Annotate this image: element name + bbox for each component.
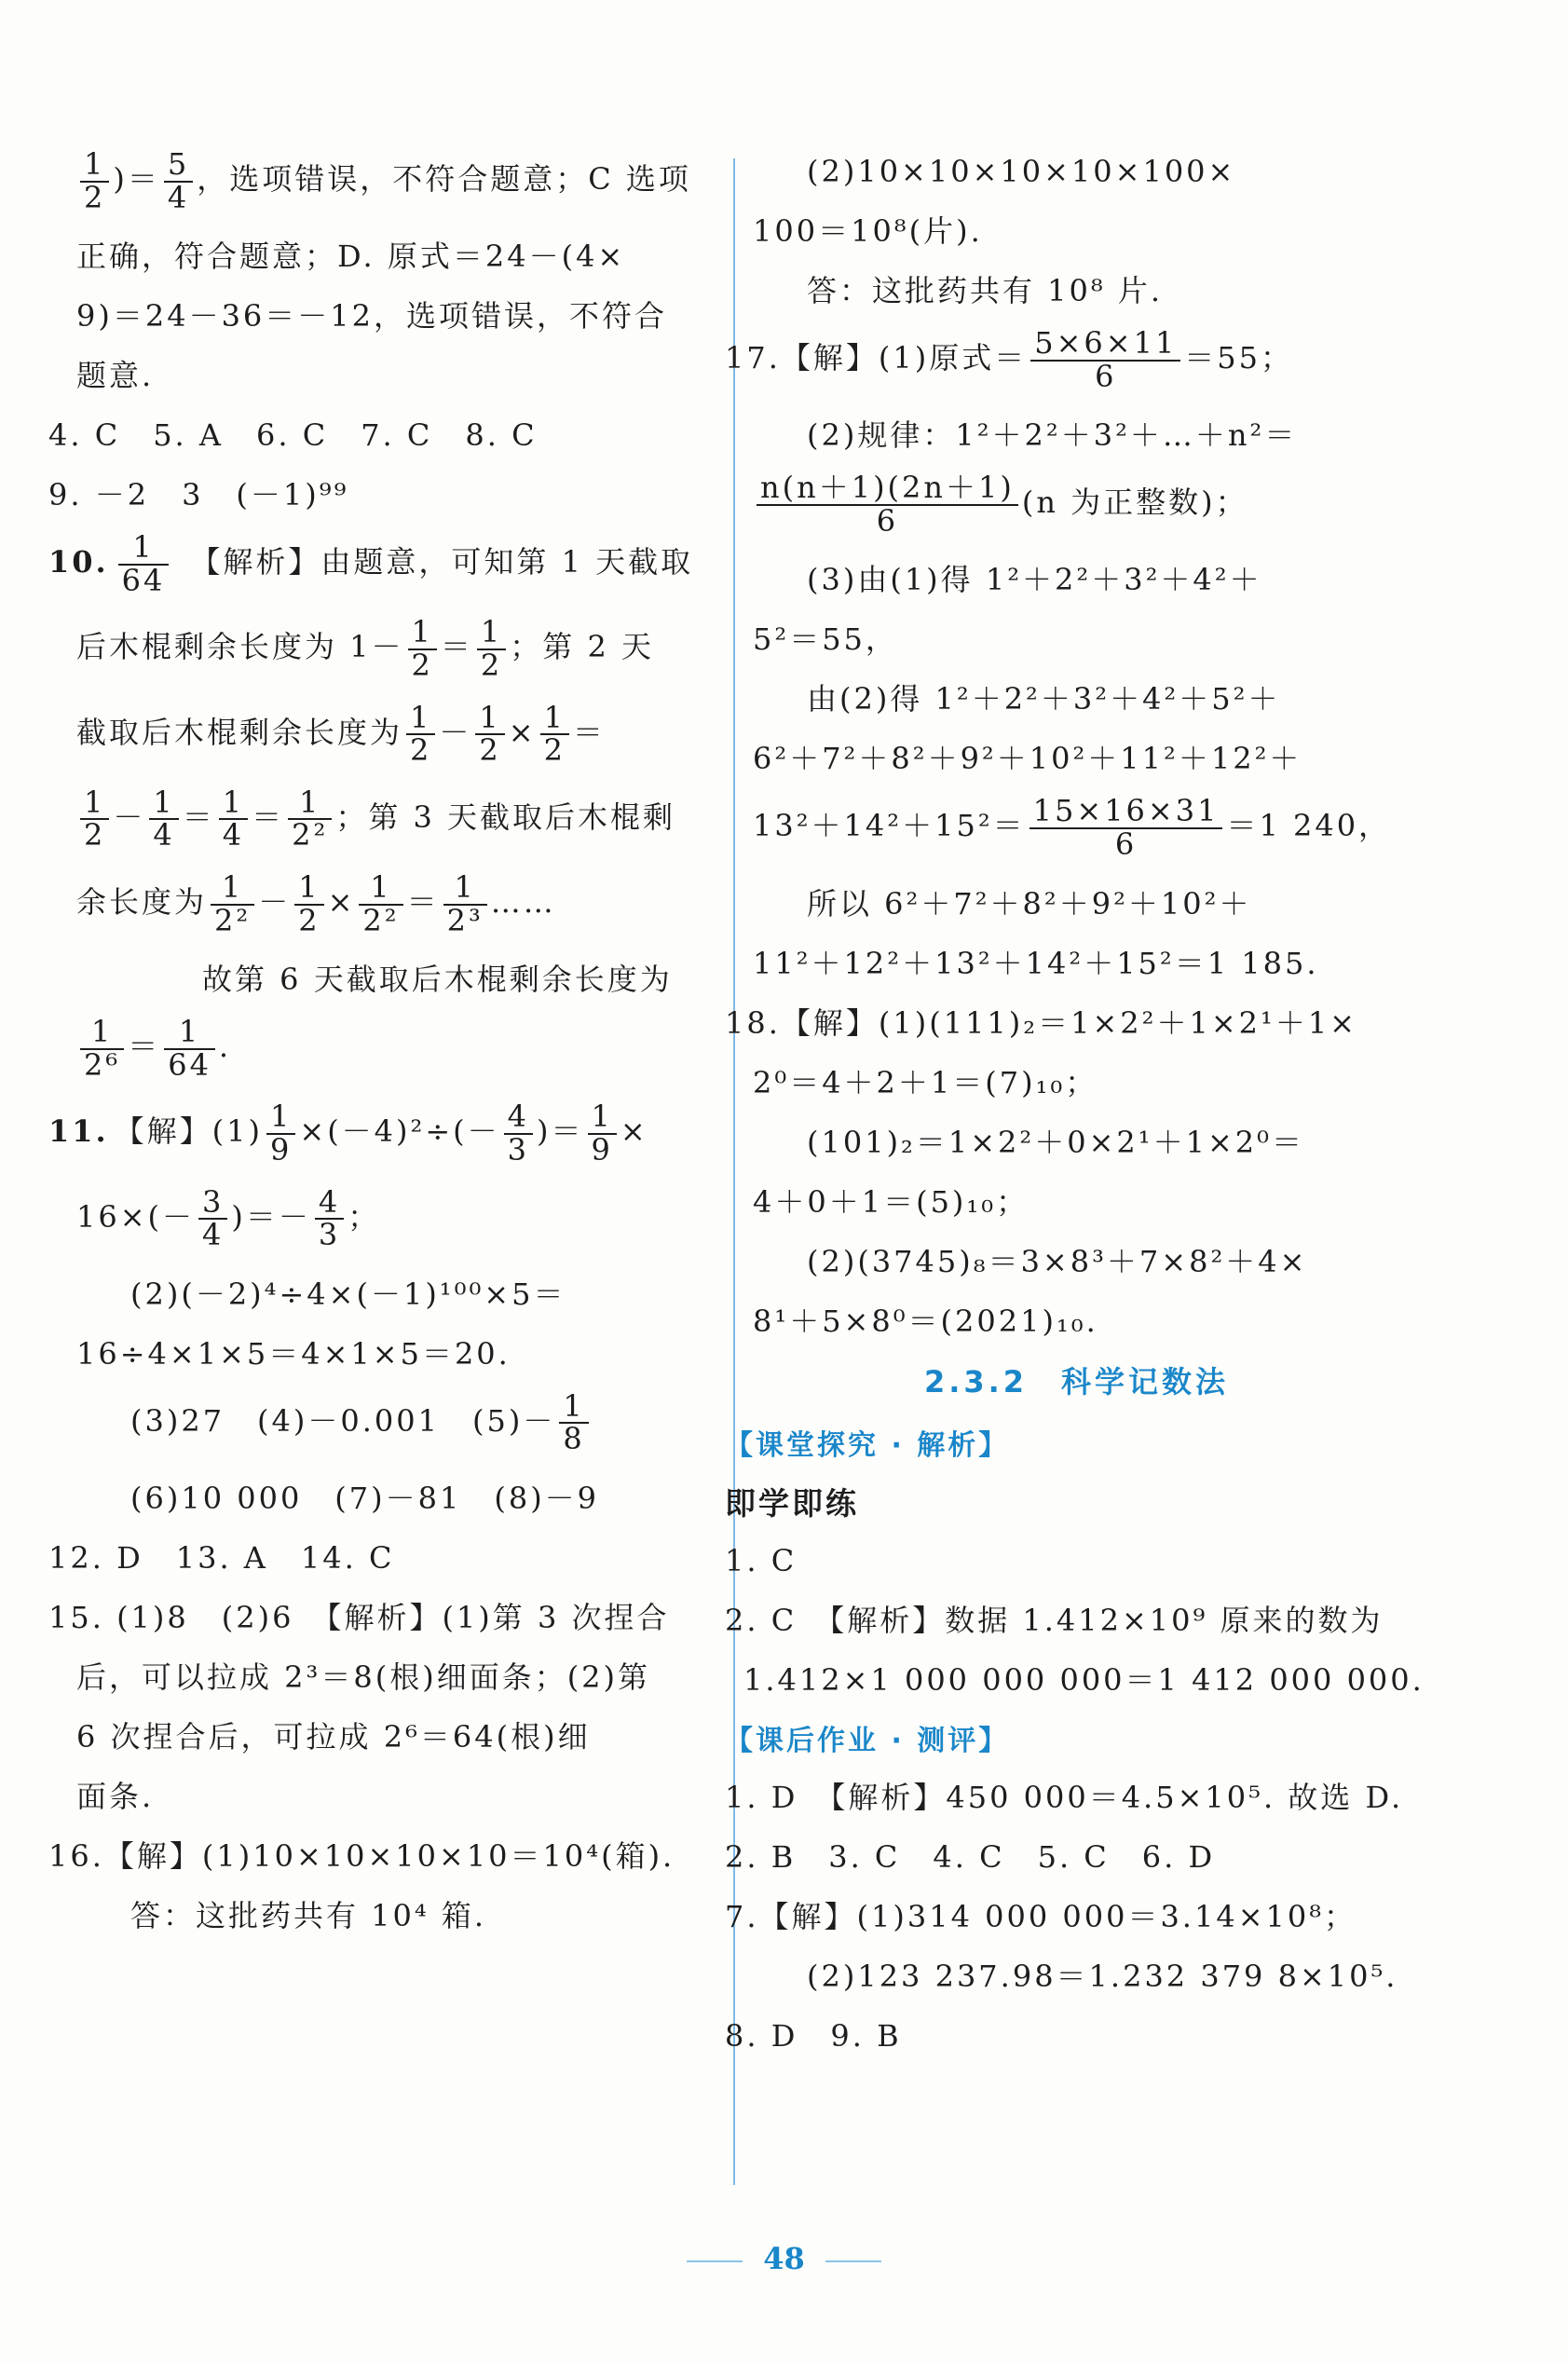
answer-line: 4. C 5. A 6. C 7. C 8. C (48, 417, 538, 454)
answer-line: 1. C (725, 1542, 798, 1578)
column-divider (733, 158, 735, 2185)
text-line: 2⁰＝4＋2＋1＝(7)₁₀； (753, 1064, 1098, 1100)
text-line: 5²＝55， (753, 621, 898, 658)
answer-line: 1. D 【解析】450 000＝4.5×10⁵. 故选 D. (725, 1779, 1404, 1815)
text-line: 6²＋7²＋8²＋9²＋10²＋11²＋12²＋ (753, 741, 1302, 777)
text-line: (2)(－2)⁴÷4×(－1)¹⁰⁰×5＝ (130, 1276, 566, 1312)
text-line: 面条. (76, 1778, 155, 1814)
text-line: 13²＋14²＋15²＝ $\frac{15\times 16\times 31}{6}$ ＝1 240， (753, 793, 1392, 862)
text-line: 6 次捏合后，可拉成 2⁶＝64(根)细 (76, 1718, 591, 1754)
answer-line: 8. D 9. B (725, 2017, 902, 2054)
section-tag: 【课堂探究 · 解析】 (725, 1428, 1010, 1462)
subheading: 即学即练 (725, 1484, 859, 1522)
text-line: 题意. (76, 358, 155, 394)
page-footer (0, 2241, 1568, 2276)
text-line: 后，可以拉成 2³＝8(根)细面条；(2)第 (76, 1659, 651, 1695)
answer-line: 2. B 3. C 4. C 5. C 6. D (725, 1838, 1216, 1875)
text-line: 截取后木棍剩余长度为 $\frac{1}{2}$ － $\frac{1}{2}$ × $\frac{1}{2}$ ＝ (76, 699, 606, 769)
text-line: $\frac{n(n+1)(2n+1)}{6}$ (n 为正整数)； (753, 472, 1400, 537)
text-line: 答：这批药共有 10⁴ 箱. (130, 1897, 487, 1933)
question-15: 15. (1)8 (2)6 【解析】(1)第 3 次捏合 (48, 1599, 670, 1635)
text-line: (3)27 (4)－0.001 (5)－ $\frac{1}{8}$ (76, 1391, 719, 1455)
text-line: 后木棍剩余长度为 1－ $\frac{1}{2}$ ＝ $\frac{1}{2}$ ；第 2 天 (76, 614, 654, 683)
text-line: 由(2)得 1²＋2²＋3²＋4²＋5²＋ (807, 681, 1281, 717)
text-line: 4＋0＋1＝(5)₁₀； (753, 1183, 1029, 1220)
text-line: 16×(－ $\frac{3}{4}$ )＝－ $\frac{4}{3}$ ； (76, 1183, 381, 1253)
text-line: $\frac{1}{2}$ － $\frac{1}{4}$ ＝ $\frac{1}{4}$ ＝ $\frac{1}{\text{2²}}$ ；第 3 天截取后木棍剩 (76, 787, 719, 852)
text-line: 答：这批药共有 10⁸ 片. (807, 273, 1164, 308)
section-title: 2.3.2 科学记数法 (923, 1363, 1230, 1399)
text-line: (2)(3745)₈＝3×8³＋7×8²＋4× (807, 1243, 1308, 1279)
section-tag: 【课后作业 · 测评】 (725, 1724, 1010, 1757)
text-line: 100＝10⁸(片). (753, 213, 983, 249)
question-16: 16.【解】(1)10×10×10×10＝10⁴(箱). (48, 1837, 675, 1874)
text-line: 1.412×1 000 000 000＝1 412 000 000. (743, 1661, 1425, 1698)
fraction: $\frac{1}{2}$ (80, 149, 109, 213)
text-line: 11²＋12²＋13²＋14²＋15²＝1 185. (753, 945, 1319, 981)
answer-line: 7.【解】(1)314 000 000＝3.14×10⁸； (725, 1898, 1357, 1934)
text-line: 16÷4×1×5＝4×1×5＝20. (76, 1335, 511, 1372)
text-line: $\frac{1}{2}$ )＝ $\frac{5}{4}$ ，选项错误，不符合题意；C 选项 (76, 149, 719, 213)
left-column (48, 146, 719, 1953)
text-line: 故第 6 天截取后木棍剩余长度为 (202, 962, 673, 998)
question-18: 18.【解】(1)(111)₂＝1×2²＋1×2¹＋1× (725, 1004, 1357, 1041)
text-line: 正确，符合题意；D. 原式＝24－(4× (76, 239, 626, 275)
question-11: 11. 【解】(1) $\frac{1}{9}$ ×(－4)²÷(－ $\frac{4}{3}$ )＝ $\frac{1}{9}$ × (48, 1099, 648, 1167)
text-line: (3)由(1)得 1²＋2²＋3²＋4²＋ (807, 562, 1262, 598)
question-10: 10. $\frac{1}{64}$ 【解析】由题意，可知第 1 天截取 (48, 529, 694, 598)
text-line: (101)₂＝1×2²＋0×2¹＋1×2⁰＝ (807, 1124, 1304, 1160)
text-line: (2)10×10×10×10×100× (807, 154, 1236, 189)
text-line: (2)123 237.98＝1.232 379 8×10⁵. (807, 1958, 1398, 1994)
text-line: (6)10 000 (7)－81 (8)－9 (130, 1480, 600, 1516)
text-line: (2)规律：1²＋2²＋3²＋…＋n²＝ (807, 417, 1298, 454)
page-number: 48 (763, 2241, 805, 2276)
fraction: $\frac{5}{4}$ (164, 149, 193, 213)
answer-line: 9. －2 3 (－1)⁹⁹ (48, 477, 349, 513)
text-line: 8¹＋5×8⁰＝(2021)₁₀. (753, 1303, 1098, 1339)
text-line: 9)＝24－36＝－12，选项错误，不符合 (76, 298, 668, 335)
text-line: 余长度为 $\frac{1}{\text{2²}}$ － $\frac{1}{2}$ × $\frac{1}{\text{2²}}$ ＝ $\frac{1}{\text{2³}}$ …… (76, 868, 556, 938)
footer-rule-left (687, 2260, 743, 2262)
question-17: 17.【解】(1)原式＝ $\frac{5\times 6\times 11}{6}$ ＝55； (725, 325, 1294, 394)
answer-line: 2. C 【解析】数据 1.412×10⁹ 原来的数为 (725, 1602, 1384, 1638)
answer-line: 12. D 13. A 14. C (48, 1539, 395, 1576)
text-line: 所以 6²＋7²＋8²＋9²＋10²＋ (807, 885, 1252, 922)
footer-rule-right (825, 2260, 881, 2262)
text-line: $\frac{1}{\text{2⁶}}$ ＝ $\frac{1}{64}$ . (76, 1017, 719, 1081)
right-column (725, 149, 1425, 2073)
